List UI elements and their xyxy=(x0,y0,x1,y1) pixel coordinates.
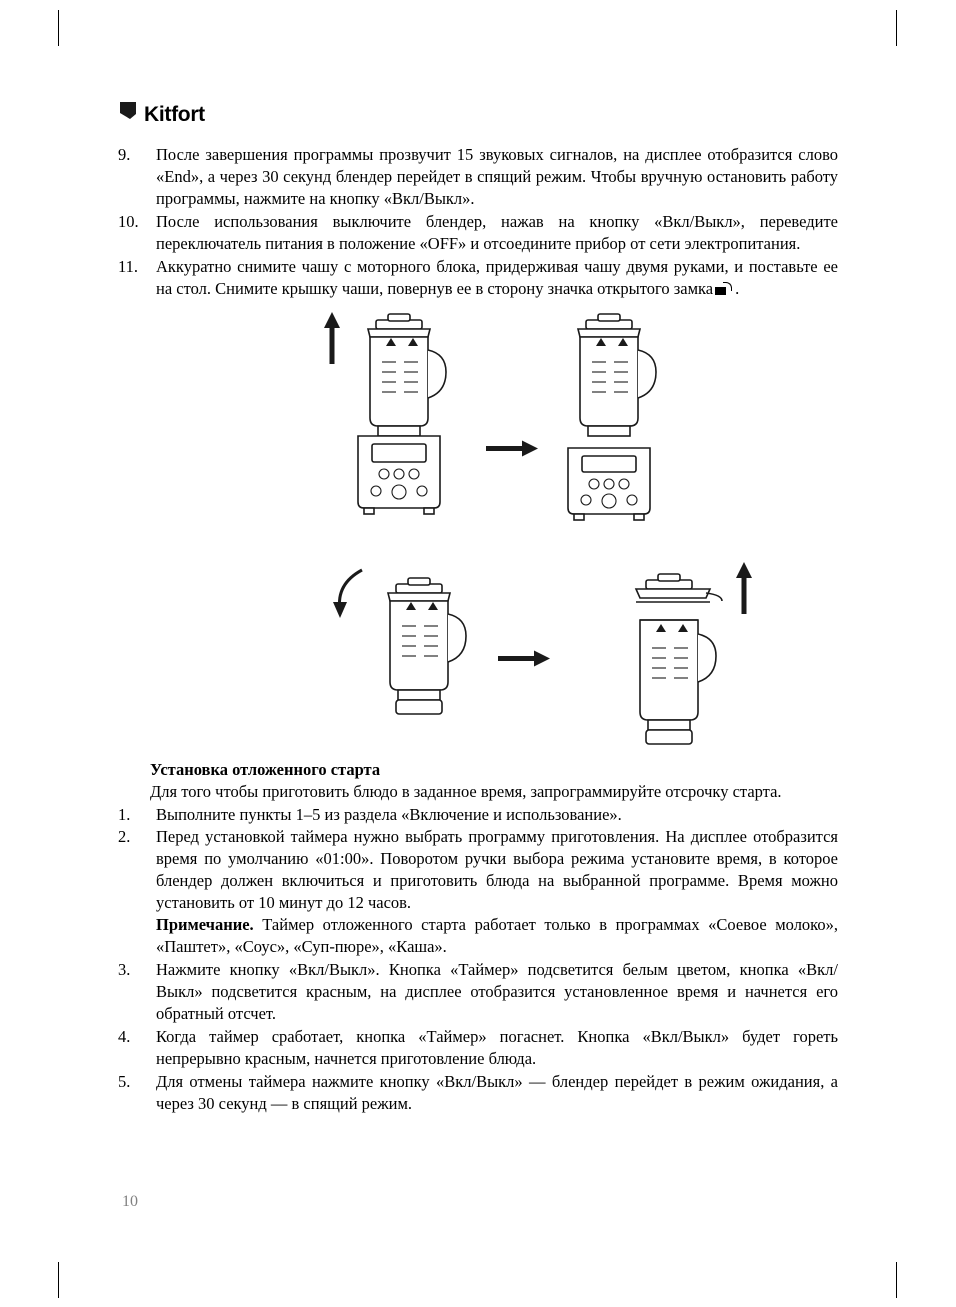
list-item xyxy=(118,211,838,255)
figure-2-illustration xyxy=(118,560,838,760)
list-item-number: 10. xyxy=(118,211,139,231)
list-item-text: После завершения программы прозвучит 15 звуковых сигналов, на дисплее отобразится слово «End», а через 30 секунд блендер перейдет в спящий режим. Чтобы вручную остановить работу программы, нажмите на кнопку «Вкл/Выкл». xyxy=(156,145,838,208)
brand-logo xyxy=(118,100,838,130)
arrow-up-icon xyxy=(324,312,340,364)
rotate-arrow-icon xyxy=(333,570,362,618)
list-item xyxy=(118,1071,838,1115)
steps-bottom-list xyxy=(118,804,838,1115)
list-item xyxy=(118,959,838,1025)
figure-1-illustration xyxy=(118,306,838,554)
note-label: Примечание. xyxy=(156,915,254,935)
page-number: 10 xyxy=(122,1193,138,1210)
note-text: Таймер отложенного старта работает только в программах «Соевое молоко», «Паштет», «Соус», «Суп-пюре», «Каша». xyxy=(156,915,838,957)
list-item-number: 11. xyxy=(118,256,139,276)
list-item-text: Нажмите кнопку «Вкл/Выкл». Кнопка «Таймер» подсветится белым цветом, кнопка «Вкл/Выкл» подсветится красным, на дисплее отобразится установленное время и начнется его обратный отсчет. xyxy=(156,960,838,1023)
crop-mark xyxy=(58,1262,59,1298)
list-item xyxy=(118,256,838,300)
figure-remove-lid xyxy=(118,560,838,760)
crop-mark xyxy=(896,1262,897,1298)
open-lock-icon xyxy=(715,282,733,295)
arrow-up-icon xyxy=(736,562,752,614)
list-item-text: Аккуратно снимите чашу с моторного блока, придерживая чашу двумя руками, и поставьте ее на стол. Снимите крышку чаши, повернув ее в сторону значка открытого замка xyxy=(156,256,838,298)
list-item-number: 3. xyxy=(118,960,131,980)
list-item-number: 1. xyxy=(118,804,131,824)
list-item-number: 5. xyxy=(118,1071,131,1091)
arrow-right-icon xyxy=(486,440,538,456)
page-content xyxy=(118,100,838,1116)
crop-mark xyxy=(896,10,897,46)
list-item-number: 2. xyxy=(118,827,131,847)
list-item-text: Выполните пункты 1–5 из раздела «Включение и использование». xyxy=(156,804,622,824)
list-item-text: После использования выключите блендер, нажав на кнопку «Вкл/Выкл», переведите переключатель питания в положение «OFF» и отсоедините прибор от сети электропитания. xyxy=(156,211,838,253)
list-item xyxy=(118,1026,838,1070)
steps-top-list xyxy=(118,144,838,300)
list-item xyxy=(118,144,838,210)
list-item-number: 4. xyxy=(118,1026,131,1046)
list-item xyxy=(118,804,838,826)
list-item-number: 9. xyxy=(118,145,131,164)
figure-remove-jug xyxy=(118,306,838,554)
list-item-text: Когда таймер сработает, кнопка «Таймер» погаснет. Кнопка «Вкл/Выкл» будет гореть непрерывно красным, начнется приготовление блюда. xyxy=(156,1026,838,1068)
list-item-text: Для отмены таймера нажмите кнопку «Вкл/Выкл» — блендер перейдет в режим ожидания, а через 30 секунд — в спящий режим. xyxy=(156,1071,838,1113)
arrow-right-icon xyxy=(498,650,550,666)
section-intro: Для того чтобы приготовить блюдо в заданное время, запрограммируйте отсрочку старта. xyxy=(150,781,782,801)
list-item-text-tail: . xyxy=(735,278,740,298)
crop-mark xyxy=(58,10,59,46)
kitfort-logo-icon xyxy=(118,100,140,130)
list-item-text: Перед установкой таймера нужно выбрать программу приготовления. На дисплее отобразится время по умолчанию «01:00». Поворотом ручки выбора режима установите время, в которое блендер должен включиться и приготовить блюда на выбранной программе. Время можно установить от 10 минут до 12 часов. xyxy=(156,827,838,913)
brand-name: Kitfort xyxy=(144,103,205,126)
list-item xyxy=(118,826,838,958)
section-heading: Установка отложенного старта xyxy=(150,759,381,779)
